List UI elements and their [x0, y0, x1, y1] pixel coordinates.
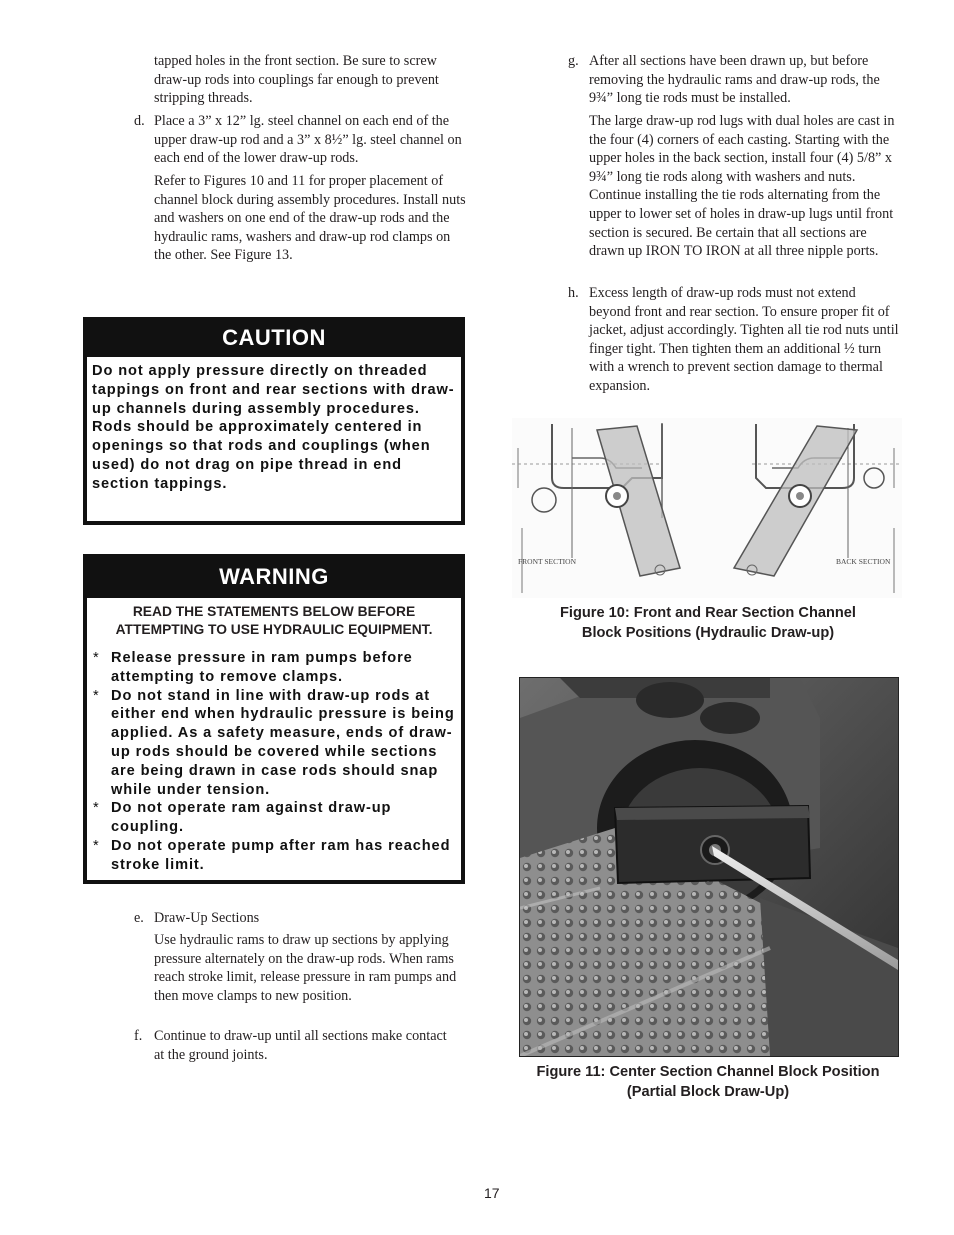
warning-bullet: * Release pressure in ram pumps before attempting to remove clamps. — [93, 650, 413, 685]
item-g-text: After all sections have been drawn up, but before removing the hydraulic rams and draw-up rods, the 9¾” long tie rods must be installed. — [589, 53, 880, 107]
bullet-mark: * — [93, 837, 100, 854]
page-number: 17 — [484, 1185, 500, 1201]
figure-10-caption: Figure 10: Front and Rear Section Channel Block Positions (Hydraulic Draw-up) — [560, 605, 856, 641]
caution-header: CAUTION — [83, 317, 465, 357]
item-e-letter: e. — [134, 910, 144, 926]
warning-bullet: * Do not operate ram against draw-up coupling. — [93, 800, 392, 836]
warning-bullet: * Do not operate pump after ram has reached stroke limit. — [93, 837, 451, 873]
item-e-title: Draw-Up Sections — [154, 910, 260, 926]
caution-paragraph-1: Do not apply pressure directly on threaded tappings on front and rear sections with draw-up channels during assembly procedures. — [92, 363, 455, 417]
bullet-mark: * — [93, 800, 100, 817]
caution-box — [83, 317, 465, 525]
front-section-label: FRONT SECTION — [518, 557, 576, 566]
item-f-text: Continue to draw-up until all sections make contact at the ground joints. — [154, 1028, 447, 1063]
warning-header: WARNING — [83, 554, 465, 598]
item-e-text: Use hydraulic rams to draw up sections by applying pressure alternately on the draw-up rods. When rams reach stroke limit, release pressure in ram pumps and then move clamps to new position. — [154, 932, 457, 1004]
item-g-subtext: The large draw-up rod lugs with dual holes are cast in the four (4) corners of each casting. Starting with the upper holes in the back section, install four (4) 5/8” x 9¾” long tie rods along with washers and nuts. Continue installing the tie rods alternating from the upper to lower set of holes in draw-up lugs until front section is secured. Be certain that all sections are drawn up IRON TO IRON at all three nipple ports. — [589, 113, 895, 260]
warning-bullet-list — [87, 639, 461, 875]
item-f-letter: f. — [134, 1028, 143, 1044]
caution-paragraph-2: Rods should be approximately centered in openings so that rods and couplings (when used) do not drag on pipe thread in end section tappings. — [92, 419, 431, 492]
figure-11-caption: Figure 11: Center Section Channel Block Position (Partial Block Draw-Up) — [536, 1064, 880, 1100]
item-d-subtext: Refer to Figures 10 and 11 for proper placement of channel block during assembly procedures. Install nuts and washers on one end of the draw-up rods and the hydraulic rams, washers and draw-up rod clamps on the other. See Figure 13. — [154, 173, 466, 264]
intro-continuation: tapped holes in the front section. Be sure to screw draw-up rods into couplings far enough to prevent stripping threads. — [154, 53, 439, 107]
center-section-photo — [520, 678, 898, 1056]
bullet-mark: * — [93, 687, 100, 704]
item-d-text: Place a 3” x 12” lg. steel channel on each end of the upper draw-up rod and a 3” x 8½” lg. steel channel on each end of the lower draw-up rods. — [154, 113, 462, 167]
item-d-letter: d. — [134, 113, 145, 129]
warning-box — [83, 554, 465, 884]
item-h-letter: h. — [568, 285, 579, 301]
warning-bullet: * Do not stand in line with draw-up rods at either end when hydraulic pressure is being applied. As a safety measure, ends of draw-up rods should be covered while sections are being drawn in case rods should snap while under tension. — [93, 687, 455, 798]
item-h-text: Excess length of draw-up rods must not extend beyond front and rear section. To ensure proper fit of jacket, adjust accordingly. Tighten all tie rod nuts until finger tight. Then tighten them an additional ½ turn with a wrench to prevent section damage to thermal expansion. — [589, 285, 899, 394]
bullet-mark: * — [93, 650, 100, 666]
figure-10-drawing — [512, 418, 902, 598]
warning-intro: READ THE STATEMENTS BELOW BEFORE ATTEMPTING TO USE HYDRAULIC EQUIPMENT. — [115, 604, 433, 637]
figure-11-photo — [519, 677, 899, 1057]
channel-block-diagram — [512, 418, 902, 598]
back-section-label: BACK SECTION — [836, 557, 891, 566]
item-g-letter: g. — [568, 53, 579, 69]
